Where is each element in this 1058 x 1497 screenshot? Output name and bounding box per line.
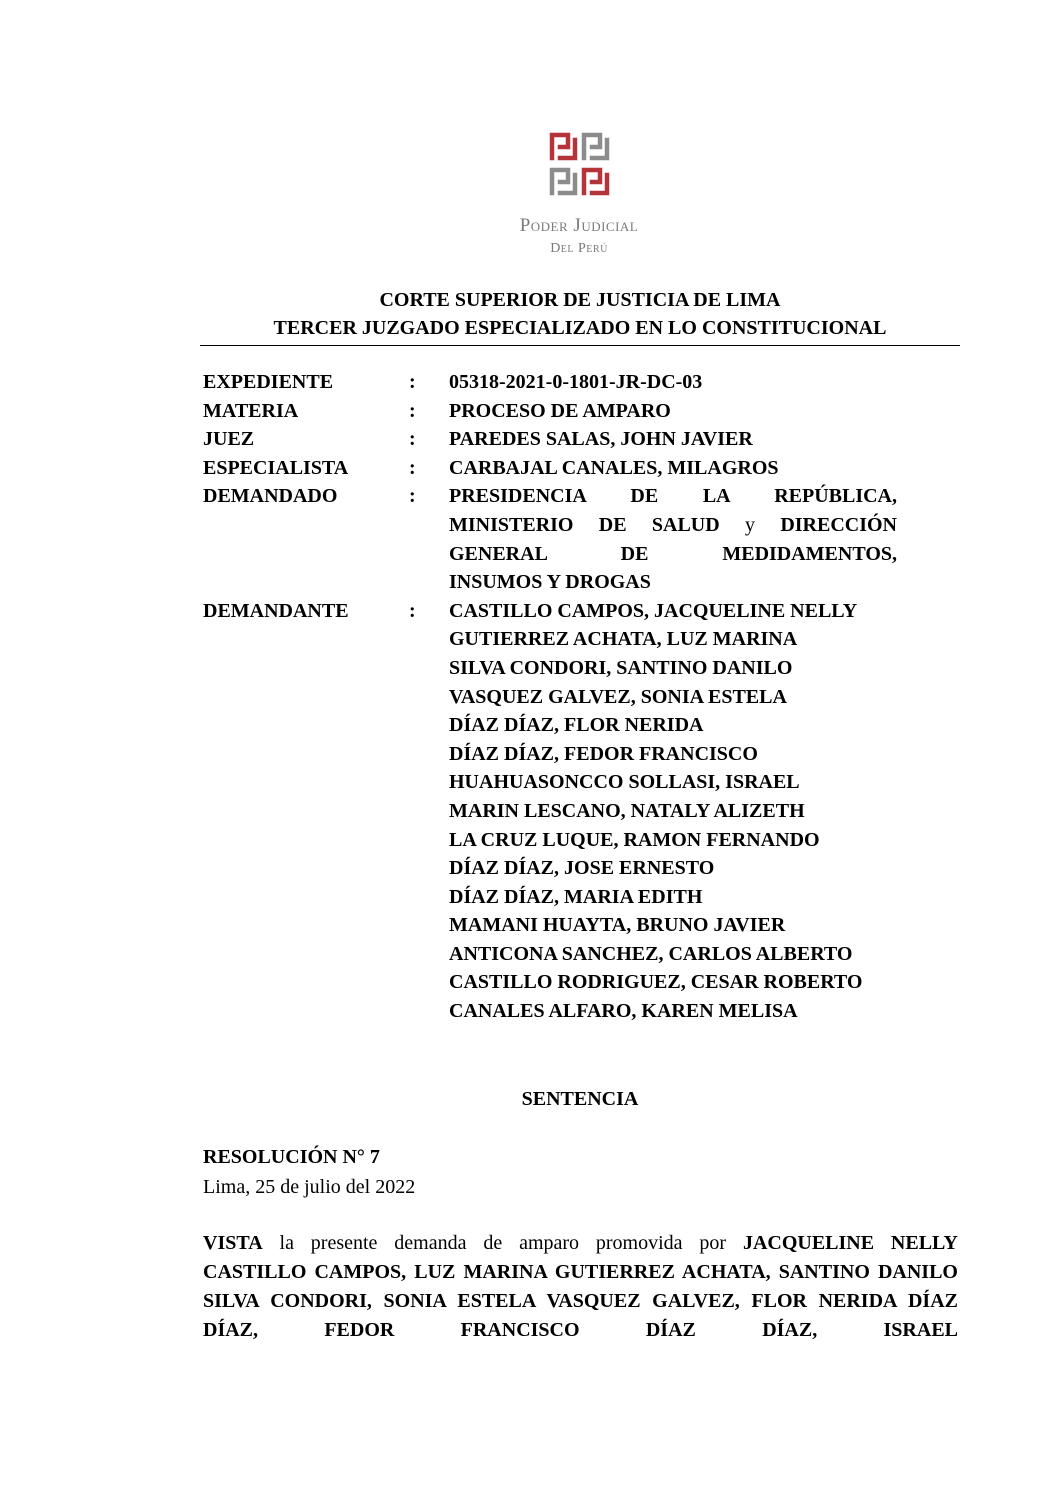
demandante-name: MARIN LESCANO, NATALY ALIZETH xyxy=(449,799,805,822)
demandante-name: DÍAZ DÍAZ, FLOR NERIDA xyxy=(449,714,704,737)
demandado-line xyxy=(449,511,897,540)
case-info-block xyxy=(203,368,903,1026)
demandado-line-part: MINISTERIO DE SALUD xyxy=(449,513,720,536)
materia-label: MATERIA xyxy=(203,399,299,422)
brand-country: Del Perú xyxy=(550,241,608,256)
demandado-line: PRESIDENCIA DE LA REPÚBLICA, xyxy=(449,485,897,508)
demandado-value xyxy=(449,482,897,596)
demandante-name: DÍAZ DÍAZ, FEDOR FRANCISCO xyxy=(449,742,758,765)
sentencia-title: SENTENCIA xyxy=(521,1088,639,1110)
demandante-name: DÍAZ DÍAZ, JOSE ERNESTO xyxy=(449,857,715,880)
demandado-conjunction: y xyxy=(745,513,755,536)
paragraph-text: la presente demanda de amparo promovida por xyxy=(262,1232,743,1254)
demandado-line: INSUMOS Y DROGAS xyxy=(449,571,651,594)
demandante-name: MAMANI HUAYTA, BRUNO JAVIER xyxy=(449,914,786,937)
expediente-label: EXPEDIENTE xyxy=(203,371,334,393)
demandado-label: DEMANDADO xyxy=(203,485,338,508)
especialista-value: CARBAJAL CANALES, MILAGROS xyxy=(449,456,779,479)
demandante-name: SILVA CONDORI, SANTINO DANILO xyxy=(449,656,793,679)
materia-row xyxy=(203,397,903,426)
materia-value: PROCESO DE AMPARO xyxy=(449,399,671,422)
demandante-name: GUTIERREZ ACHATA, LUZ MARINA xyxy=(449,628,798,651)
especialista-row xyxy=(203,454,903,483)
demandante-name: DÍAZ DÍAZ, MARIA EDITH xyxy=(449,885,703,908)
demandante-name: CANALES ALFARO, KAREN MELISA xyxy=(449,1000,798,1023)
resolucion-number: RESOLUCIÓN N° 7 xyxy=(203,1146,380,1168)
separator: : xyxy=(409,485,416,508)
separator: : xyxy=(409,456,416,479)
especialista-label: ESPECIALISTA xyxy=(203,456,349,479)
demandante-label: DEMANDANTE xyxy=(203,599,349,622)
vista-keyword: VISTA xyxy=(203,1232,263,1254)
expediente-value: 05318-2021-0-1801-JR-DC-03 xyxy=(449,371,703,393)
demandante-name: HUAHUASONCCO SOLLASI, ISRAEL xyxy=(449,771,800,794)
demandante-row xyxy=(203,597,903,1026)
brand-name: Poder Judicial xyxy=(519,215,639,236)
poder-judicial-logo xyxy=(548,131,610,197)
demandante-name: CASTILLO CAMPOS, JACQUELINE NELLY xyxy=(449,599,858,622)
separator: : xyxy=(409,599,416,622)
demandado-line-part: DIRECCIÓN xyxy=(780,513,897,536)
separator: : xyxy=(409,428,416,451)
vista-paragraph xyxy=(203,1229,958,1345)
court-subtitle: TERCER JUZGADO ESPECIALIZADO EN LO CONSTITUCIONAL xyxy=(273,317,887,339)
juez-value: PAREDES SALAS, JOHN JAVIER xyxy=(449,428,753,451)
expediente-row xyxy=(203,368,903,397)
demandante-name: VASQUEZ GALVEZ, SONIA ESTELA xyxy=(449,685,787,708)
court-title: CORTE SUPERIOR DE JUSTICIA DE LIMA xyxy=(379,289,781,311)
demandante-name: CASTILLO RODRIGUEZ, CESAR ROBERTO xyxy=(449,971,863,994)
demandado-line: GENERAL DE MEDIDAMENTOS, xyxy=(449,542,897,565)
demandante-name: LA CRUZ LUQUE, RAMON FERNANDO xyxy=(449,828,820,851)
header-divider xyxy=(200,345,960,346)
separator: : xyxy=(409,371,416,393)
separator: : xyxy=(409,399,416,422)
demandante-name: ANTICONA SANCHEZ, CARLOS ALBERTO xyxy=(449,942,853,965)
juez-row xyxy=(203,425,903,454)
demandante-list xyxy=(449,597,897,1026)
demandado-row xyxy=(203,482,903,596)
paragraph-names: JACQUELINE NELLY CASTILLO CAMPOS, LUZ MARINA GUTIERREZ ACHATA, SANTINO DANILO SILVA CONDORI, SONIA ESTELA VASQUEZ GALVEZ, FLOR NERIDA DÍAZ DÍAZ, FEDOR FRANCISCO DÍAZ DÍAZ, ISRAEL xyxy=(203,1232,958,1341)
place-date: Lima, 25 de julio del 2022 xyxy=(203,1176,416,1198)
juez-label: JUEZ xyxy=(203,428,255,451)
